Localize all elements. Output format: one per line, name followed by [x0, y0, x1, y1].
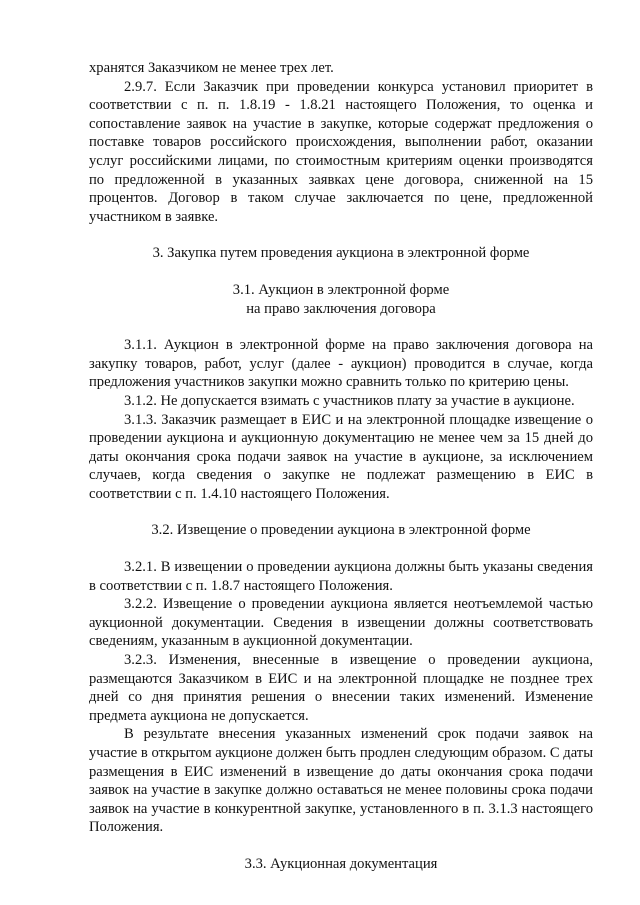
document-page	[89, 59, 593, 874]
paragraph-result: В результате внесения указанных изменений срок подачи заявок на участие в открытом аукционе должен быть продлен следующим образом. С даты размещения в ЕИС изменений в извещение до даты окончания срока подачи заявок на участие в закупке должно оставаться не менее половины срока подачи заявок на участие в конкурентной закупке, установленного в п. 3.1.3 настоящего Положения.	[89, 726, 593, 836]
paragraph-3-1-3: 3.1.3. Заказчик размещает в ЕИС и на электронной площадке извещение о проведении аукциона и аукционную документацию не менее чем за 15 дней до даты окончания срока подачи заявок на участие в аукционе, за исключением случаев, когда сведения о закупке не подлежат размещению в ЕИС в соответствии с п. 1.4.10 настоящего Положения.	[89, 411, 593, 502]
subsection-heading-3-1-line1: 3.1. Аукцион в электронной форме	[232, 281, 450, 298]
subsection-heading-3-3: 3.3. Аукционная документация	[244, 855, 438, 872]
subsection-heading-3-1	[89, 281, 593, 318]
subsection-heading-3-1-line2: на право заключения договора	[246, 300, 436, 317]
paragraph-3-2-2: 3.2.2. Извещение о проведении аукциона является неотъемлемой частью аукционной документации. Сведения в извещении должны соответствовать сведениям, указанным в аукционной документации.	[89, 596, 593, 650]
paragraph-2-9-7: 2.9.7. Если Заказчик при проведении конкурса установил приоритет в соответствии с п. п. 1.8.19 - 1.8.21 настоящего Положения, то оценка и сопоставление заявок на участие в закупке, которые содержат предложения о поставке товаров российского происхождения, выполнении работ, оказании услуг российскими лицами, по стоимостным критериям оценки производятся по предложенной в указанных заявках цене договора, сниженной на 15 процентов. Договор в таком случае заключается по цене, предложенной участником в заявке.	[89, 78, 593, 225]
paragraph-continuation: хранятся Заказчиком не менее трех лет.	[89, 60, 334, 76]
paragraph-3-2-3: 3.2.3. Изменения, внесенные в извещение о проведении аукциона, размещаются Заказчиком в ЕИС и на электронной площадке не позднее трех дней со дня принятия решения о внесении таких изменений. Изменение предмета аукциона не допускается.	[89, 652, 593, 724]
section-heading-3: 3. Закупка путем проведения аукциона в электронной форме	[152, 245, 530, 262]
paragraph-3-1-1: 3.1.1. Аукцион в электронной форме на право заключения договора на закупку товаров, работ, услуг (далее - аукцион) проводится в случае, когда предложения участников закупки можно сравнить только по критерию цены.	[89, 337, 593, 391]
paragraph-3-2-1: 3.2.1. В извещении о проведении аукциона должны быть указаны сведения в соответствии с п. 1.8.7 настоящего Положения.	[89, 559, 593, 594]
subsection-heading-3-2: 3.2. Извещение о проведении аукциона в электронной форме	[151, 522, 531, 539]
paragraph-3-1-2: 3.1.2. Не допускается взимать с участников плату за участие в аукционе.	[124, 392, 575, 409]
